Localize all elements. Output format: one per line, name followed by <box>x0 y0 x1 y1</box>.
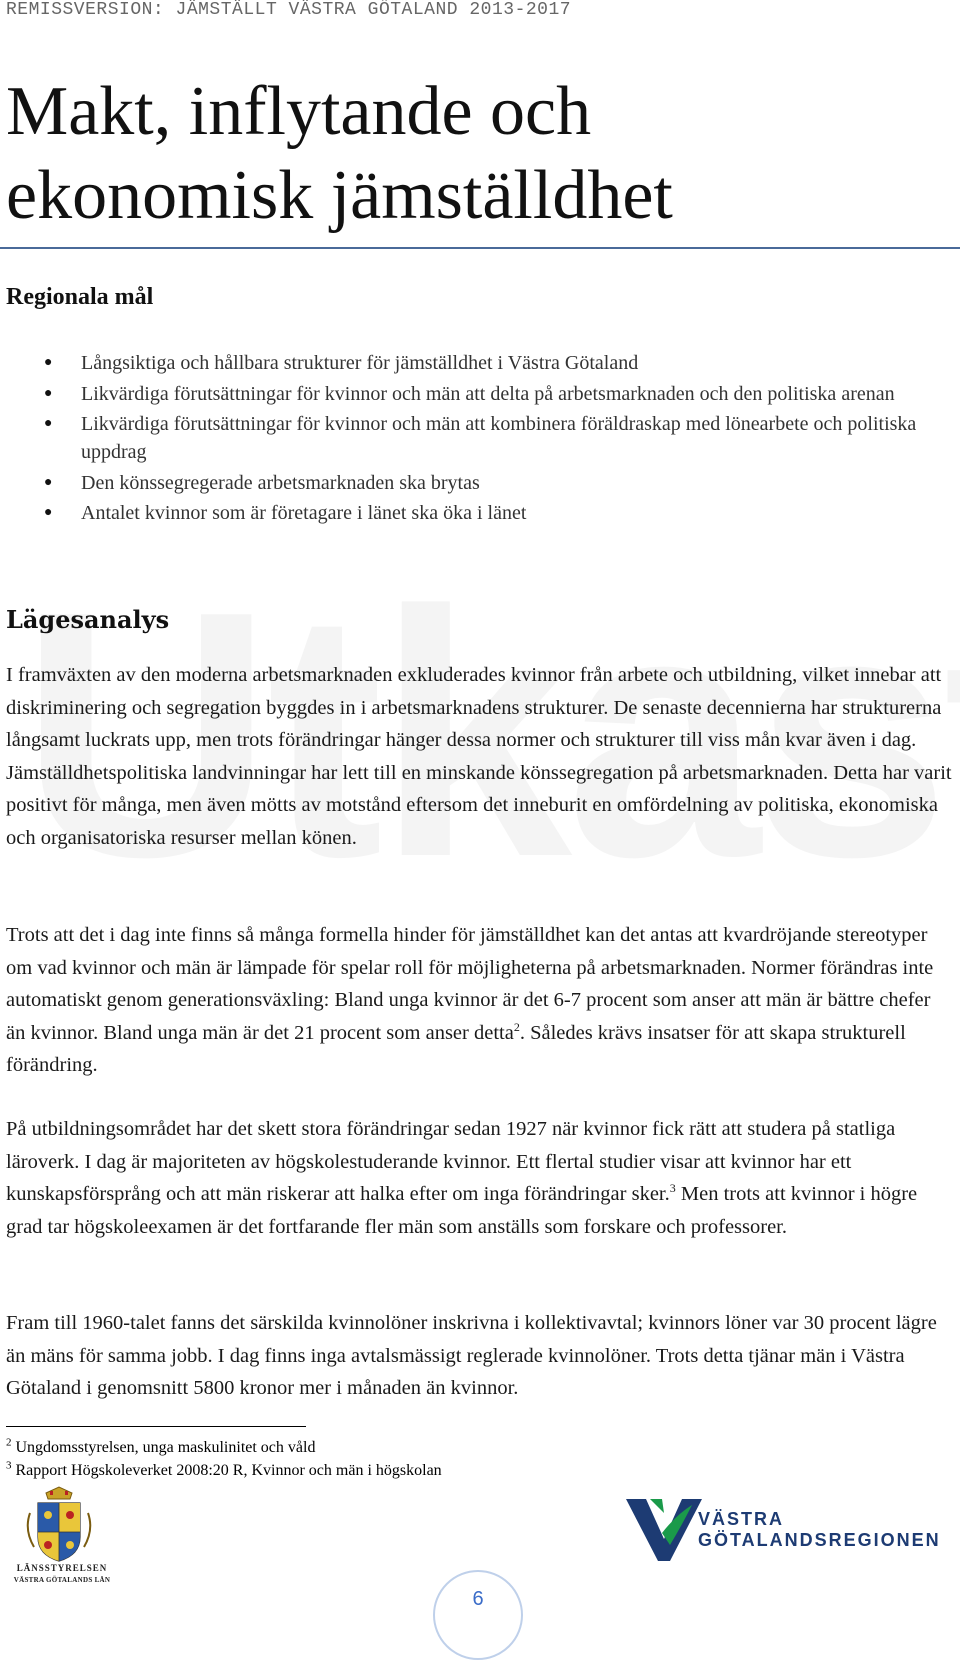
footnote <box>6 1436 442 1459</box>
bullet-icon: ● <box>44 385 53 401</box>
title-line-2: ekonomisk jämställdhet <box>6 157 673 234</box>
footnote-ref[interactable]: 2 <box>513 1019 520 1034</box>
goal-text: Antalet kvinnor som är företagare i länet ska öka i länet <box>81 502 527 524</box>
footnote-text: Ungdomsstyrelsen, unga maskulinitet och våld <box>15 1439 316 1456</box>
goal-text: Likvärdiga förutsättningar för kvinnor och män att delta på arbetsmarknaden och den politiska arenan <box>81 382 895 405</box>
list-item <box>0 349 950 377</box>
bullet-icon: ● <box>44 416 53 431</box>
paragraph-2-text-end: . Således krävs insatser för att skapa strukturell förändring. <box>6 1021 906 1076</box>
vgr-name-line-1: VÄSTRA <box>698 1509 785 1529</box>
lansstyrelsen-county: VÄSTRA GÖTALANDS LÄN <box>13 1576 111 1584</box>
goal-text: Den könssegregerade arbetsmarknaden ska brytas <box>81 471 480 494</box>
paragraph-2-text: Trots att det i dag inte finns så många formella hinder för jämställdhet kan det antas att kvardröjande stereotyper om vad kvinnor och män är lämpade för spelar roll för möjligheterna på arbetsmarknaden. Normer förändras inte automatiskt genom generationsväxling: Bland unga kvinnor är det 6-7 procent som anser att män är bättre chefer än kvinnor. Bland unga män är det 21 procent som anser detta <box>6 924 934 1044</box>
list-item <box>0 380 950 408</box>
paragraph-3 <box>6 1113 954 1243</box>
footnote-number: 3 <box>6 1459 12 1472</box>
heading-analysis: Lägesanalys <box>6 605 170 634</box>
goal-text: Långsiktiga och hållbara strukturer för jämställdhet i Västra Götaland <box>81 352 639 374</box>
bullet-icon: ● <box>44 355 53 370</box>
heading-regional-goals: Regionala mål <box>6 284 154 310</box>
goal-text: Likvärdiga förutsättningar för kvinnor och män att kombinera föräldraskap med lönearbete och politiska uppdrag <box>81 413 917 463</box>
footnote-number: 2 <box>6 1436 12 1449</box>
title-line-1: Makt, inflytande och <box>6 73 592 150</box>
page-number: 6 <box>472 1588 484 1610</box>
list-item <box>0 410 950 466</box>
running-header: REMISSVERSION: JÄMSTÄLLT VÄSTRA GÖTALAND 2013-2017 <box>6 0 572 20</box>
bullet-icon: ● <box>44 474 53 490</box>
lansstyrelsen-name: LÄNSSTYRELSEN <box>16 1563 108 1573</box>
bullet-icon: ● <box>44 505 53 520</box>
vgr-logo-icon <box>626 1495 706 1565</box>
goals-list <box>0 349 950 530</box>
list-item <box>0 499 950 527</box>
footnote-ref[interactable]: 3 <box>669 1181 676 1196</box>
footnote <box>6 1459 442 1482</box>
footnote-rule <box>6 1426 306 1427</box>
footnote-text: Rapport Högskoleverket 2008:20 R, Kvinnor och män i högskolan <box>15 1462 442 1479</box>
page-number-circle <box>433 1570 523 1660</box>
page-title <box>6 70 946 238</box>
paragraph-1: I framväxten av den moderna arbetsmarknaden exkluderades kvinnor från arbete och utbildning, vilket innebar att diskriminering och segregation byggdes in i arbetsmarknadens strukturer. De senaste decennierna har strukturerna långsamt luckrats upp, men trots förändringar hänger dessa normer och strukturer till viss mån kvar även i dag. Jämställdhetspolitiska landvinningar har lett till en minskande könssegregation på arbetsmarknaden. Detta har varit positivt för många, men även mötts av motstånd eftersom det inneburit en omfördelning av politiska, ekonomiska och organisatoriska resurser mellan könen. <box>6 664 952 849</box>
vgr-name-line-2: GÖTALANDSREGIONEN <box>698 1530 941 1550</box>
paragraph-3-text: På utbildningsområdet har det skett stora förändringar sedan 1927 när kvinnor fick rätt att studera på statliga läroverk. I dag är majoriteten av högskolestuderande kvinnor. Ett flertal studier visar att kvinnor har ett kunskapsförsprång och att män riskerar att halka efter om inga förändringar sker. <box>6 1118 896 1205</box>
footnotes <box>6 1436 442 1482</box>
title-rule <box>0 247 960 249</box>
list-item <box>0 469 950 497</box>
paragraph-3-text-end: Men trots att kvinnor i högre grad tar högskoleexamen är det fortfarande fler män som anställs som forskare och professorer. <box>6 1183 918 1238</box>
paragraph-2 <box>6 919 954 1082</box>
paragraph-4: Fram till 1960-talet fanns det särskilda kvinnolöner inskrivna i kollektivavtal; kvinnors löner var 30 procent lägre än mäns för samma jobb. I dag finns inga avtalsmässigt reglerade kvinnolöner. Trots detta tjänar män i Västra Götaland i genomsnitt 5800 kronor mer i månaden än kvinnor. <box>6 1312 937 1399</box>
